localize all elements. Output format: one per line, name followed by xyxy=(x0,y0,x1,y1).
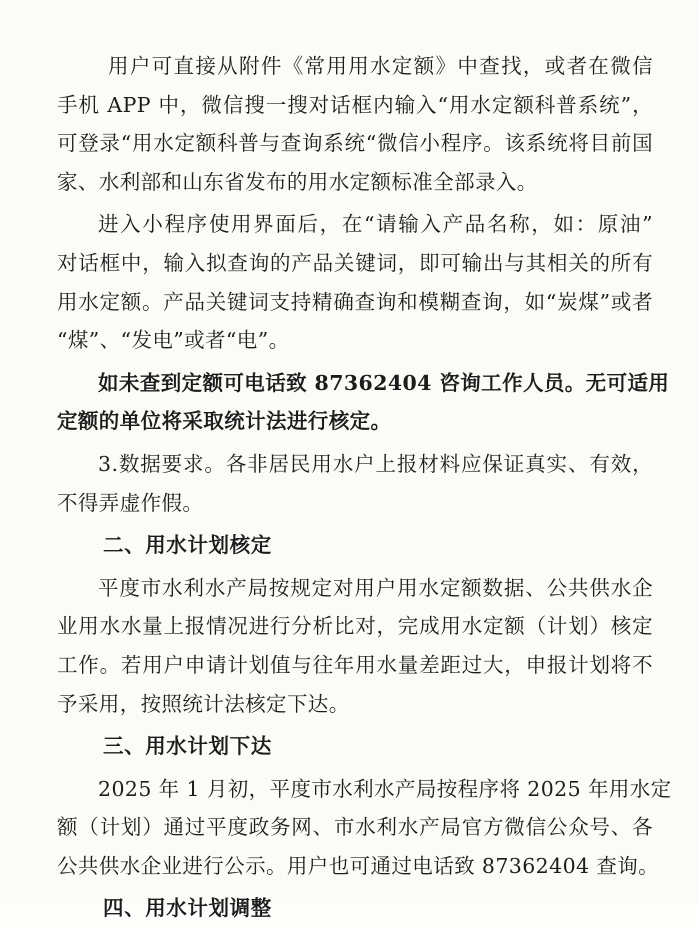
text-line: 可登录“用水定额科普与查询系统“微信小程序。该系统将目前国 xyxy=(57,131,653,156)
paragraph-wechat-lookup xyxy=(57,47,653,201)
text-line: 工作。若用户申请计划值与往年用水量差距过大，申报计划将不 xyxy=(57,652,653,677)
text-line: 进入小程序使用界面后，在“请输入产品名称，如：原油” xyxy=(98,212,653,237)
paragraph-plan-verification xyxy=(57,569,653,723)
section-heading-plan-adjustment xyxy=(57,889,653,928)
text-line: 不得弄虚作假。 xyxy=(57,490,204,515)
text-line: 用户可直接从附件《常用用水定额》中查找，或者在微信 xyxy=(108,54,653,78)
text-line: 家、水利部和山东省发布的用水定额标准全部录入。 xyxy=(57,169,538,194)
text-line: 2025 年 1 月初，平度市水利水产局按程序将 2025 年用水定 xyxy=(98,776,672,801)
text-line: 对话框中，输入拟查询的产品关键词，即可输出与其相关的所有 xyxy=(57,250,653,275)
paragraph-mini-program-usage xyxy=(57,205,653,359)
heading-text: 四、用水计划调整 xyxy=(103,896,272,921)
text-line: 公共供水企业进行公示。用户也可通过电话致 87362404 查询。 xyxy=(57,853,660,878)
heading-text: 二、用水计划核定 xyxy=(103,533,272,558)
text-line: 定额的单位将采取统计法进行核定。 xyxy=(57,409,392,434)
section-heading-plan-verification xyxy=(57,526,653,565)
paragraph-phone-consult xyxy=(57,364,670,441)
text-line: 手机 APP 中，微信搜一搜对话框内输入“用水定额科普系统”， xyxy=(57,92,653,117)
text-line: 业用水水量上报情况进行分析比对，完成用水定额（计划）核定 xyxy=(57,614,653,639)
section-heading-plan-issuance xyxy=(57,727,653,766)
paragraph-data-requirements xyxy=(57,445,653,522)
text-line: 用水定额。产品关键词支持精确查询和模糊查询，如“炭煤”或者 xyxy=(57,289,653,314)
heading-text: 三、用水计划下达 xyxy=(103,734,272,759)
text-line: 如未查到定额可电话致 87362404 咨询工作人员。无可适用 xyxy=(98,370,670,395)
text-line: 予采用，按照统计法核定下达。 xyxy=(57,691,350,716)
text-line: 额（计划）通过平度政务网、市水利水产局官方微信公众号、各 xyxy=(57,815,653,840)
text-line: “煤”、“发电”或者“电”。 xyxy=(57,328,290,353)
text-line: 3.数据要求。各非居民用水户上报材料应保证真实、有效， xyxy=(98,451,653,476)
text-line: 平度市水利水产局按规定对用户用水定额数据、公共供水企 xyxy=(98,575,653,600)
paragraph-plan-issuance xyxy=(57,770,672,886)
